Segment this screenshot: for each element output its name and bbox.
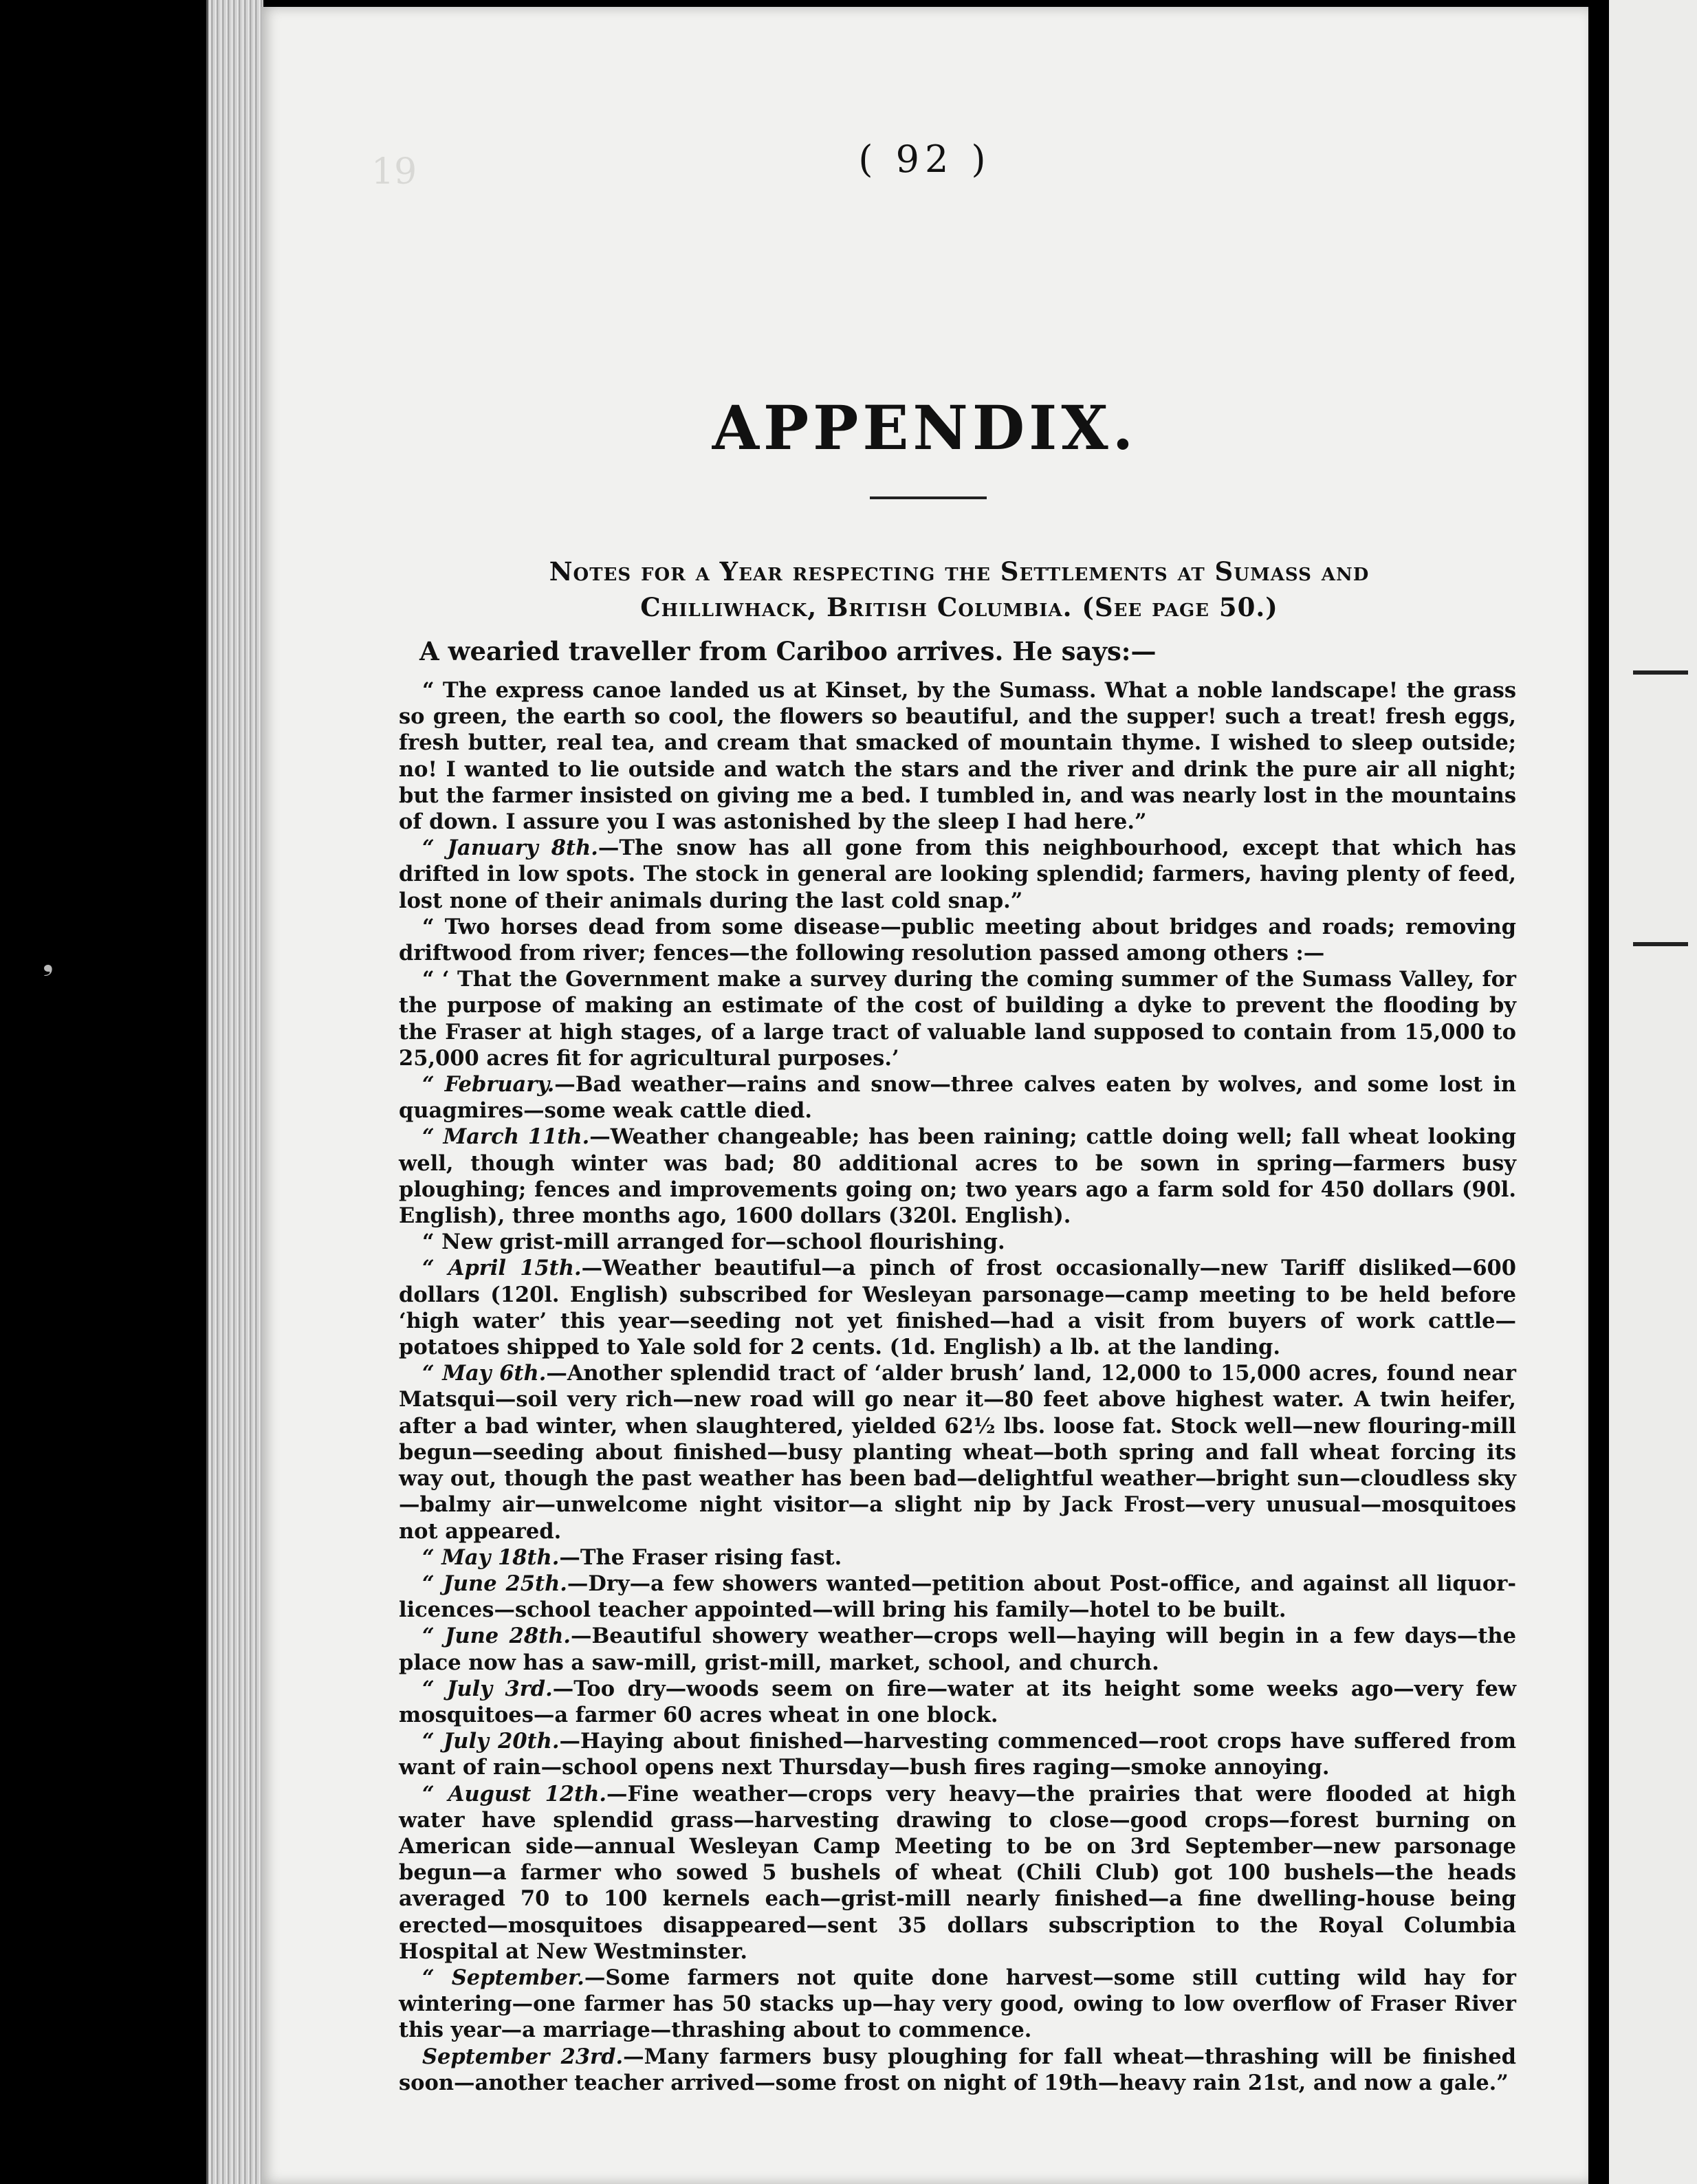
entry-date: “ March 11th. bbox=[422, 1124, 590, 1150]
entry-text: “ Two horses dead from some disease—public meeting about bridges and roads; removing driftwood from river; fences—the following resolution passed among others :— bbox=[399, 914, 1516, 966]
entry-text: —Bad weather—rains and snow—three calves eaten by wolves, and some lost in quagmires—some weak cattle died. bbox=[399, 1072, 1517, 1124]
page-title: APPENDIX. bbox=[712, 392, 1138, 463]
gutter bbox=[1588, 0, 1609, 2184]
title-rule bbox=[870, 496, 987, 499]
entry-date: “ June 28th. bbox=[422, 1624, 571, 1649]
diary-entry bbox=[399, 1676, 1516, 1728]
entry-text: —The snow has all gone from this neighbourhood, except that which has drifted in low spots. The stock in general are looking splendid; farmers, having plenty of feed, lost none of their animals during the last cold snap.” bbox=[399, 836, 1517, 913]
entry-text: —The Fraser rising fast. bbox=[559, 1544, 842, 1570]
subtitle-line-1: Notes for a Year respecting the Settlements at Sumass and bbox=[549, 556, 1370, 587]
entry-date: “ May 6th. bbox=[422, 1361, 547, 1386]
entry-date: “ August 12th. bbox=[422, 1781, 606, 1806]
entry-text: “ The express canoe landed us at Kinset, by the Sumass. What a noble landscape! the grass so green, the earth so cool, the flowers so beautiful, and the supper! such a treat! fresh eggs, fresh butter, real tea, and cream that smacked of mountain thyme. I wished to sleep outside; no! I wanted to lie outside and watch the stars and the river and drink the pure air all night; but the farmer insisted on giving me a bed. I tumbled in, and was nearly lost in the mountains of down. I assure you I was astonished by the sleep I had here.” bbox=[399, 678, 1516, 835]
entry-text: —Weather beautiful—a pinch of frost occasionally—new Tariff disliked—600 dollars (120l. English) subscribed for Wesleyan parsonage—camp meeting to be held before ‘high water’ this year—seeding not yet finished—had a visit from buyers of work cattle—potatoes shipped to Yale sold for 2 cents. (1d. English) a lb. at the landing. bbox=[399, 1256, 1516, 1360]
diary-entry bbox=[399, 1229, 1516, 1255]
page-number: ( 92 ) bbox=[858, 138, 992, 181]
entry-date: “ February. bbox=[422, 1072, 555, 1098]
diary-entry bbox=[399, 914, 1516, 966]
entry-text: “ New grist-mill arranged for—school flourishing. bbox=[422, 1230, 1005, 1255]
diary-entry bbox=[399, 1255, 1516, 1360]
entry-text: —Beautiful showery weather—crops well—haying will begin in a few days—the place now has a saw-mill, grist-mill, market, school, and church. bbox=[399, 1624, 1516, 1675]
entry-text: —Weather changeable; has been raining; cattle doing well; fall wheat looking well, though winter was bad; 80 additional acres to be sown in spring—farmers busy ploughing; fences and improvements going on; two years ago a farm sold for 450 dollars (90l. English), three months ago, 1600 dollars (320l. English). bbox=[399, 1124, 1516, 1229]
intro-line: A wearied traveller from Cariboo arrives. He says:— bbox=[419, 636, 1157, 666]
entry-text: —Fine weather—crops very heavy—the prairies that were flooded at high water have splendid grass—harvesting drawing to close—good crops—forest burning on American side—annual Wesleyan Camp Meeting to be on 3rd September—new parsonage begun—a farmer who sowed 5 bushels of wheat (Chili Club) got 100 bushels—the heads averaged 70 to 100 kernels each—grist-mill nearly finished—a fine dwelling-house being erected—mosquitoes disappeared—sent 35 dollars subscription to the Royal Columbia Hospital at New Westminster. bbox=[399, 1781, 1516, 1964]
subtitle bbox=[378, 554, 1540, 625]
diary-entry bbox=[399, 1544, 1516, 1571]
entry-text: “ ‘ That the Government make a survey during the coming summer of the Sumass Valley, for the purpose of making an estimate of the cost of building a dyke to prevent the flooding by the Fraser at high stages, of a large tract of valuable land supposed to contain from 15,000 to 25,000 acres fit for agricultural purposes.’ bbox=[399, 967, 1516, 1071]
binding-mark: ❟ bbox=[43, 946, 54, 977]
entry-date: “ April 15th. bbox=[422, 1256, 582, 1281]
entry-text: —Dry—a few showers wanted—petition about Post-office, and against all liquor-licences—school teacher appointed—will bring his family—hotel to be built. bbox=[399, 1571, 1516, 1623]
diary-entry bbox=[399, 1781, 1516, 1965]
entry-text: —Too dry—woods seem on fire—water at its height some weeks ago—very few mosquitoes—a farmer 60 acres wheat in one block. bbox=[399, 1676, 1516, 1727]
diary-entry bbox=[399, 835, 1516, 914]
entry-date: “ July 3rd. bbox=[422, 1676, 553, 1701]
diary-entry bbox=[399, 1623, 1516, 1675]
diary-entry bbox=[399, 2044, 1516, 2096]
entry-text: —Haying about finished—harvesting commenced—root crops have suffered from want of rain—school opens next Thursday—bush fires raging—smoke annoying. bbox=[399, 1729, 1516, 1780]
diary-entry bbox=[399, 1728, 1516, 1780]
diary-entry bbox=[399, 966, 1516, 1071]
show-through: 19 bbox=[371, 151, 417, 193]
diary-entry bbox=[399, 1124, 1516, 1229]
entry-date: “ September. bbox=[422, 1965, 584, 1990]
entry-date: “ May 18th. bbox=[422, 1544, 560, 1570]
entry-date: “ July 20th. bbox=[422, 1729, 560, 1754]
book-binding bbox=[0, 0, 206, 2184]
diary-entry bbox=[399, 1571, 1516, 1623]
page-edges bbox=[206, 0, 263, 2184]
next-page-edge bbox=[1609, 0, 1697, 2184]
diary-entry bbox=[399, 1360, 1516, 1544]
diary-entries bbox=[399, 677, 1516, 2096]
entry-text: —Many farmers busy ploughing for fall wheat—thrashing will be finished soon—another teacher arrived—some frost on night of 19th—heavy rain 21st, and now a gale.” bbox=[399, 2044, 1516, 2095]
entry-date: September 23rd. bbox=[422, 2044, 624, 2069]
entry-text: —Another splendid tract of ‘alder brush’ land, 12,000 to 15,000 acres, found near Matsqui—soil very rich—new road will go near it—80 feet above highest water. A twin heifer, after a bad winter, when slaughtered, yielded 62½ lbs. loose fat. Stock well—new flouring-mill begun—seeding about finished—busy planting wheat—both spring and fall wheat forcing its way out, though the past weather has been bad—delightful weather—bright sun—cloudless sky—balmy air—unwelcome night visitor—a slight nip by Jack Frost—very unusual—mosquitoes not appeared. bbox=[399, 1361, 1516, 1544]
diary-entry bbox=[399, 1071, 1516, 1124]
book-page bbox=[261, 7, 1588, 2184]
entry-date: “ January 8th. bbox=[422, 836, 598, 861]
diary-entry bbox=[399, 677, 1516, 835]
diary-entry bbox=[399, 1965, 1516, 2044]
entry-date: “ June 25th. bbox=[422, 1571, 567, 1596]
entry-text: —Some farmers not quite done harvest—some still cutting wild hay for wintering—one farmer has 50 stacks up—hay very good, owing to low overflow of Fraser River this year—a marriage—thrashing about to commence. bbox=[399, 1965, 1516, 2043]
subtitle-line-2: Chilliwhack, British Columbia. (See page 50.) bbox=[640, 592, 1278, 622]
